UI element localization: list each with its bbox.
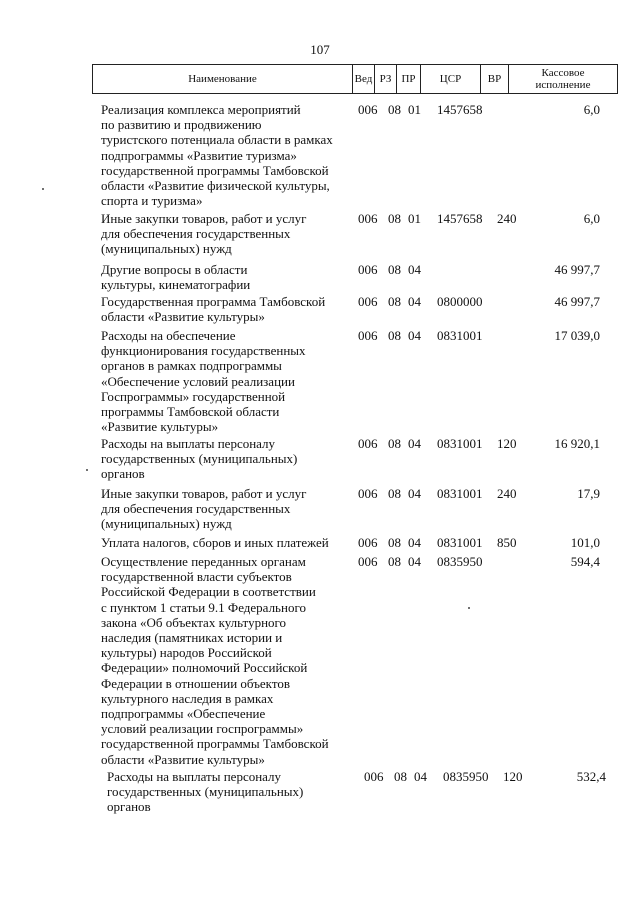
row-pr: 04 [408,486,421,501]
row-rz: 08 [388,262,401,277]
row-pr: 04 [408,262,421,277]
row-name: Осуществление переданных органам государственной власти субъектов Российской Федерации в соответствии с пунктом 1 статьи 9.1 Федерального закона «Об объектах культурного наследия (памятниках истории и культуры) народов Российской Федерации» полномочий Российской Федерации в отношении объектов культурного наследия в рамках подпрограммы «Обеспечение условий реализации госпрограммы» государственной программы Тамбовской области «Развитие культуры» [101,554,329,767]
row-name: Расходы на выплаты персоналу государственных (муниципальных) органов [107,769,304,815]
row-csr: 0800000 [437,294,483,309]
row-rz: 08 [388,486,401,501]
scan-speck [86,469,88,471]
row-pr: 04 [408,328,421,343]
row-name: Реализация комплекса мероприятий по развитию и продвижению туристского потенциала области в рамках подпрограммы «Развитие туризма» государственной программы Тамбовской области «Развитие физической культуры, спорта и туризма» [101,102,333,209]
row-ved: 006 [358,436,378,451]
row-csr: 0831001 [437,486,483,501]
header-pr: ПР [397,65,421,93]
row-pr: 01 [408,211,421,226]
row-name: Иные закупки товаров, работ и услуг для обеспечения государственных (муниципальных) нужд [101,211,307,257]
row-sum: 532,4 [576,769,606,784]
row-pr: 01 [408,102,421,117]
row-sum: 594,4 [570,554,600,569]
row-pr: 04 [414,769,427,784]
row-pr: 04 [408,535,421,550]
row-vr: 120 [503,769,523,784]
row-sum: 17 039,0 [554,328,600,343]
row-rz: 08 [388,436,401,451]
row-sum: 46 997,7 [554,262,600,277]
row-vr: 850 [497,535,517,550]
row-rz: 08 [388,535,401,550]
row-pr: 04 [408,436,421,451]
row-pr: 04 [408,294,421,309]
row-rz: 08 [394,769,407,784]
row-vr: 240 [497,211,517,226]
row-sum: 101,0 [570,535,600,550]
row-sum: 16 920,1 [554,436,600,451]
row-csr: 1457658 [437,211,483,226]
row-name: Расходы на выплаты персоналу государственных (муниципальных) органов [101,436,298,482]
row-csr: 0831001 [437,535,483,550]
scan-speck [42,188,44,190]
row-csr: 0831001 [437,436,483,451]
row-name: Государственная программа Тамбовской области «Развитие культуры» [101,294,326,325]
row-rz: 08 [388,328,401,343]
header-rz: РЗ [375,65,397,93]
header-vr: ВР [481,65,509,93]
row-ved: 006 [358,554,378,569]
row-ved: 006 [364,769,384,784]
row-rz: 08 [388,102,401,117]
header-csr: ЦСР [421,65,481,93]
row-csr: 1457658 [437,102,483,117]
row-csr: 0835950 [443,769,489,784]
header-kassovoe-ispolnenie: Кассовое исполнение [535,66,591,91]
row-csr: 0835950 [437,554,483,569]
row-rz: 08 [388,554,401,569]
row-pr: 04 [408,554,421,569]
row-ved: 006 [358,294,378,309]
page-number: 107 [310,42,330,57]
row-name: Расходы на обеспечение функционирования государственных органов в рамках подпрограммы «Обеспечение условий реализации Госпрограммы» государственной программы Тамбовской области «Развитие культуры» [101,328,306,435]
header-name: Наименование [93,65,353,93]
row-name: Иные закупки товаров, работ и услуг для обеспечения государственных (муниципальных) нужд [101,486,307,532]
scan-speck [468,607,470,609]
row-name: Уплата налогов, сборов и иных платежей [101,535,329,550]
row-ved: 006 [358,211,378,226]
row-sum: 6,0 [583,102,600,117]
row-ved: 006 [358,102,378,117]
row-sum: 46 997,7 [554,294,600,309]
row-ved: 006 [358,262,378,277]
row-vr: 120 [497,436,517,451]
row-name: Другие вопросы в области культуры, кинематографии [101,262,251,293]
row-csr: 0831001 [437,328,483,343]
row-vr: 240 [497,486,517,501]
header-ved: Вед [353,65,375,93]
row-rz: 08 [388,211,401,226]
row-rz: 08 [388,294,401,309]
row-ved: 006 [358,535,378,550]
row-ved: 006 [358,328,378,343]
row-ved: 006 [358,486,378,501]
row-sum: 6,0 [583,211,600,226]
row-sum: 17,9 [577,486,600,501]
